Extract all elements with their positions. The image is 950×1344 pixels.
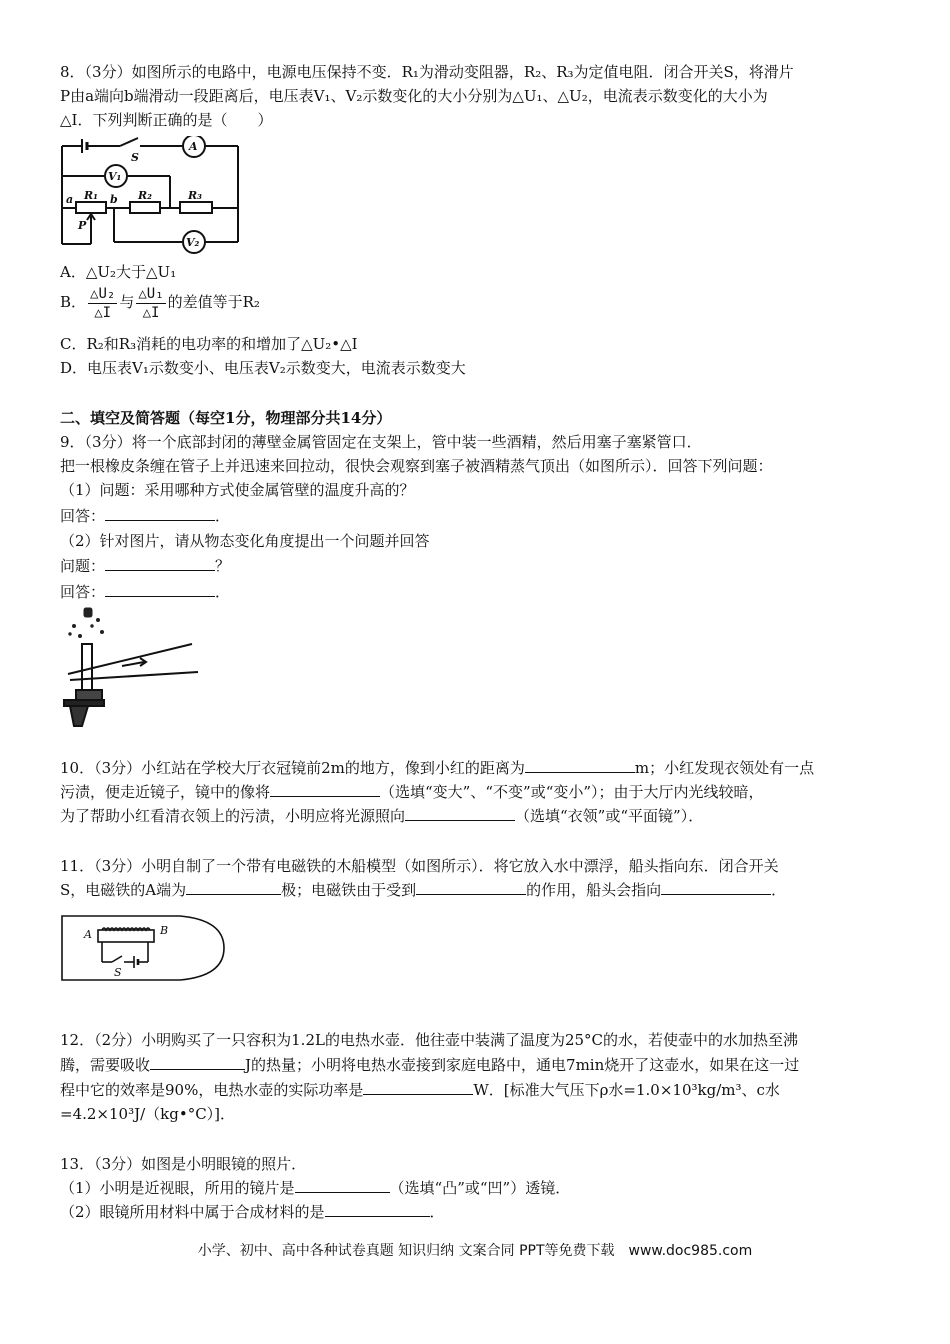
q11-line-2 (60, 880, 786, 900)
q9-answer-2 (60, 582, 230, 602)
punctuation: ． (429, 1203, 445, 1221)
q10-text: （选填“变大”、“不变”或“变小”）；由于大厅内光线较暗， (380, 783, 764, 801)
q8-option-d: D．电压表V₁示数变小、电压表V₂示数变大，电流表示数变大 (60, 359, 466, 377)
q10-text: m；小红发现衣领处有一点 (634, 759, 815, 777)
q13-text: （选填“凸”或“凹”）透镜． (389, 1179, 571, 1197)
question-label: 问题： (60, 557, 106, 575)
light-target-blank[interactable] (405, 806, 515, 821)
q13-line-1: 13．（3分）如图是小明眼镜的照片． (60, 1155, 307, 1173)
force-blank[interactable] (416, 880, 526, 895)
q8-option-a: A．△U₂大于△U₁ (60, 263, 177, 281)
q12-line-1: 12．（2分）小明购买了一只容积为1.2L的电热水壶．他往壶中装满了温度为25°C的水，若使壶中的水加热至沸 (60, 1031, 799, 1049)
boat-electromagnet-figure (60, 912, 226, 984)
resistor-2-label: R₂ (138, 189, 152, 202)
voltmeter-1-label: V₁ (108, 170, 122, 183)
pole-blank[interactable] (186, 880, 281, 895)
direction-blank[interactable] (661, 880, 771, 895)
q9-ask (60, 556, 230, 576)
q10-line-3 (60, 806, 703, 826)
q13-line-3 (60, 1202, 445, 1222)
page-footer: 小学、初中、高中各种试卷真题 知识归纳 文案合同 PPT等免费下载 www.doc985.com (197, 1243, 753, 1259)
q9-question-1: （1）问题：采用哪种方式使金属管壁的温度升高的？ (60, 481, 415, 499)
fraction-denominator: △I (142, 304, 160, 321)
answer-blank[interactable] (105, 506, 215, 521)
q8-line-3: △I．下列判断正确的是（ ） (60, 111, 273, 129)
fraction-numerator: △U₂ (90, 285, 116, 302)
q10-text: （选填“衣领”或“平面镜”）． (515, 807, 704, 825)
q8-line-1: 8．（3分）如图所示的电路中，电源电压保持不变．R₁为滑动变阻器，R₂、R₃为定值电阻．闭合开关S，将滑片 (60, 63, 794, 81)
q11-text: 的作用，船头会指向 (526, 881, 662, 899)
q12-line-2 (60, 1055, 799, 1075)
punctuation: ． (771, 881, 787, 899)
switch-label: S (131, 151, 139, 164)
q8-option-c: C．R₂和R₃消耗的电功率的和增加了△U₂•△I (60, 335, 358, 353)
q9-line-1: 9．（3分）将一个底部封闭的薄壁金属管固定在支架上，管中装一些酒精，然后用塞子塞紧管口． (60, 433, 702, 451)
punctuation: ． (215, 583, 231, 601)
q8-option-b (60, 282, 260, 322)
circuit-diagram (58, 136, 242, 256)
q8-line-2: P由a端向b端滑动一段距离后，电压表V₁、V₂示数变化的大小分别为△U₁、△U₂，电流表示数变化的大小为 (60, 87, 768, 105)
terminal-a-label: a (66, 193, 74, 206)
punctuation: ？ (215, 557, 231, 575)
material-blank[interactable] (325, 1202, 430, 1217)
fraction-du1-di (136, 285, 165, 322)
image-size-blank[interactable] (270, 782, 380, 797)
q9-answer-1 (60, 506, 230, 526)
punctuation: ． (215, 507, 231, 525)
section-2-title: 二、填空及简答题（每空1分，物理部分共14分） (60, 409, 392, 427)
metal-tube-figure (62, 604, 202, 728)
q8-option-b-prefix: B． (60, 293, 87, 311)
q12-line-3 (60, 1080, 780, 1100)
q12-text: W．[标准大气压下ρ水=1.0×10³kg/m³、c水 (473, 1081, 780, 1099)
ammeter-label: A (189, 140, 198, 153)
question-blank[interactable] (105, 556, 215, 571)
terminal-b-label: b (110, 193, 118, 206)
answer-label: 回答： (60, 507, 106, 525)
q9-question-2: （2）针对图片，请从物态变化角度提出一个问题并回答 (60, 532, 430, 550)
q13-line-2 (60, 1178, 570, 1198)
fraction-du2-di (88, 285, 117, 322)
q8-option-b-mid: 与 (119, 293, 135, 311)
q10-text: 污渍，便走近镜子，镜中的像将 (60, 783, 271, 801)
q9-line-2: 把一根橡皮条缠在管子上并迅速来回拉动，很快会观察到塞子被酒精蒸气顶出（如图所示）．回答下列问题： (60, 457, 773, 475)
q13-text: （2）眼镜所用材料中属于合成材料的是 (60, 1203, 325, 1221)
end-b-label: B (160, 924, 169, 937)
resistor-1-label: R₁ (84, 189, 98, 202)
end-a-label: A (84, 928, 92, 941)
q11-line-1: 11．（3分）小明自制了一个带有电磁铁的木船模型（如图所示）．将它放入水中漂浮，船头指向东．闭合开关 (60, 857, 779, 875)
resistor-3-label: R₃ (188, 189, 202, 202)
q10-line-2 (60, 782, 764, 802)
power-blank[interactable] (363, 1080, 473, 1095)
q12-text: 腾，需要吸收 (60, 1056, 151, 1074)
answer-label: 回答： (60, 583, 106, 601)
distance-blank[interactable] (525, 758, 635, 773)
q10-text: 为了帮助小红看清衣领上的污渍，小明应将光源照向 (60, 807, 406, 825)
q12-text: J的热量；小明将电热水壶接到家庭电路中，通电7min烧开了这壶水，如果在这一过 (245, 1056, 800, 1074)
q13-text: （1）小明是近视眼，所用的镜片是 (60, 1179, 295, 1197)
q12-text: 程中它的效率是90%，电热水壶的实际功率是 (60, 1081, 364, 1099)
q11-text: 极；电磁铁由于受到 (281, 881, 417, 899)
q10-text: 10．（3分）小红站在学校大厅衣冠镜前2m的地方，像到小红的距离为 (60, 759, 525, 777)
heat-blank[interactable] (150, 1055, 245, 1070)
fraction-denominator: △I (94, 304, 112, 321)
slider-p-label: P (78, 219, 87, 232)
q10-line-1 (60, 758, 814, 778)
q11-text: S，电磁铁的A端为 (60, 881, 187, 899)
q8-option-b-suffix: 的差值等于R₂ (167, 293, 260, 311)
switch-s-label: S (114, 966, 122, 979)
lens-type-blank[interactable] (295, 1178, 390, 1193)
fraction-numerator: △U₁ (138, 285, 164, 302)
answer-blank[interactable] (105, 582, 215, 597)
q12-line-4: =4.2×10³J/（kg•°C）]． (60, 1105, 236, 1123)
voltmeter-2-label: V₂ (186, 236, 200, 249)
